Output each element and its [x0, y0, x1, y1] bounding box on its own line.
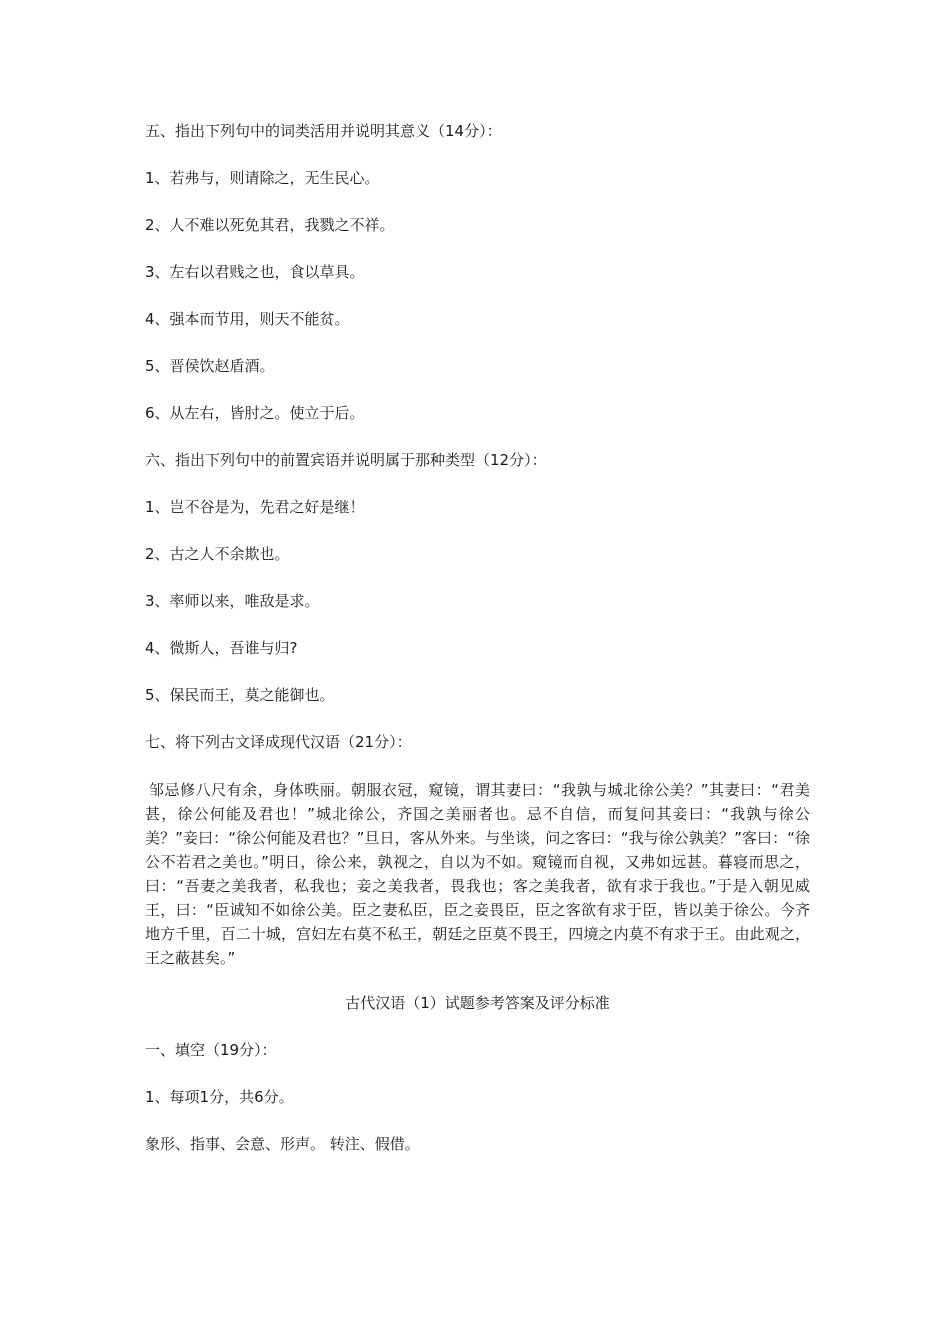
section-6-heading: 六、指出下列句中的前置宾语并说明属于那种类型（12分）： — [145, 451, 547, 469]
section-6-item-3: 3、率师以来，唯敌是求。 — [145, 592, 320, 610]
answers-section-1-heading: 一、填空（19分）： — [145, 1041, 277, 1059]
answers-item-1: 1、每项1分，共6分。 — [145, 1088, 294, 1106]
section-7-heading: 七、将下列古文译成现代汉语（21分）： — [145, 733, 412, 751]
section-5-item-5: 5、晋侯饮赵盾酒。 — [145, 357, 275, 375]
section-5-item-3: 3、左右以君贱之也，食以草具。 — [145, 263, 365, 281]
section-6-item-2: 2、古之人不余欺也。 — [145, 545, 290, 563]
section-5-heading: 五、指出下列句中的词类活用并说明其意义（14分）： — [145, 122, 502, 140]
section-6-item-4: 4、微斯人，吾谁与归? — [145, 639, 298, 657]
section-5-item-6: 6、从左右，皆肘之。使立于后。 — [145, 404, 365, 422]
answers-item-1-answer: 象形、指事、会意、形声。 转注、假借。 — [145, 1135, 420, 1153]
section-5-item-2: 2、人不难以死免其君，我戮之不祥。 — [145, 216, 395, 234]
translation-passage: 邹忌修八尺有余，身体昳丽。朝服衣冠，窥镜，谓其妻曰：“我孰与城北徐公美？”其妻曰：“君美甚，徐公何能及君也！”城北徐公，齐国之美丽者也。忌不自信，而复问其妾曰：“我孰与徐公美？”妾曰：“徐公何能及君也？”旦日，客从外来。与坐谈，问之客曰：“我与徐公孰美？”客曰：“徐公不若君之美也。”明日，徐公来，孰视之，自以为不如。窥镜而自视，又弗如远甚。暮寝而思之，曰：“吾妻之美我者，私我也；妾之美我者，畏我也；客之美我者，欲有求于我也。”于是入朝见威王，曰：“臣诚知不如徐公美。臣之妻私臣，臣之妾畏臣，臣之客欲有求于臣，皆以美于徐公。今齐地方千里，百二十城，宫妇左右莫不私王，朝廷之臣莫不畏王，四境之内莫不有求于王。由此观之，王之蔽甚矣。” — [145, 781, 810, 967]
section-5-item-1: 1、若弗与，则请除之，无生民心。 — [145, 169, 380, 187]
section-6-item-5: 5、保民而王，莫之能御也。 — [145, 686, 335, 704]
document-page — [145, 120, 810, 1180]
answers-title: 古代汉语（1）试题参考答案及评分标准 — [345, 994, 610, 1012]
section-5-item-4: 4、强本而节用，则天不能贫。 — [145, 310, 350, 328]
section-6-item-1: 1、岂不谷是为，先君之好是继！ — [145, 498, 365, 516]
